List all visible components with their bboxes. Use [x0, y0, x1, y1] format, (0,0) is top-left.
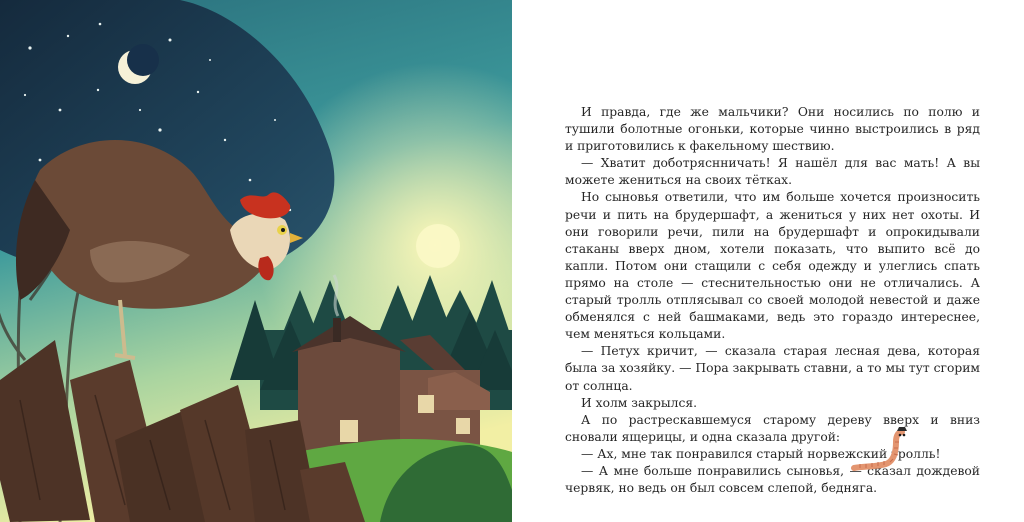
- paragraph-8: — А мне больше понравились сыновья, — сказал дождевой червяк, но ведь он был совсем слепой, бедняга.: [565, 463, 980, 496]
- text-page: [512, 0, 1024, 522]
- sun: [416, 224, 460, 268]
- paragraph-3: Но сыновья ответили, что им больше хочется произносить речи и пить на брудершафт, а жениться у них нет охоты. И они говорили речи, пили на брудершафт и опрокидывали стаканы вверх дном, хотели показать, что выпито всё до капли. Потом они стащили с себя одежду и улеглись спать прямо на столе — стеснительностью они не отличались. А старый тролль отплясывал со своей молодой невестой и даже обменялся с ней башмаками, ведь это гораздо интереснее, чем меняться кольцами.: [565, 190, 980, 342]
- story-text: [565, 104, 980, 497]
- paragraph-1: И правда, где же мальчики? Они носились по полю и тушили болотные огоньки, которые чинно выстроились в ряд и приготовились к факельному шествию.: [565, 105, 980, 154]
- paragraph-4: — Петух кричит, — сказала старая лесная дева, которая была за хозяйку. — Пора закрывать ставни, а то мы тут сгорим от солнца.: [565, 344, 980, 393]
- paragraph-5: И холм закрылся.: [581, 395, 698, 410]
- paragraph-6: А по растрескавшемуся старому дереву вверх и вниз сновали ящерицы, и одна сказала другой:: [565, 412, 980, 444]
- earthworm-icon: [850, 424, 912, 474]
- paragraph-7: — Ах, мне так понравился старый норвежский тролль!: [581, 446, 941, 461]
- paragraph-2: — Хватит доботряснничать! Я нашёл для вас мать! А вы можете жениться на своих тётках.: [565, 156, 980, 188]
